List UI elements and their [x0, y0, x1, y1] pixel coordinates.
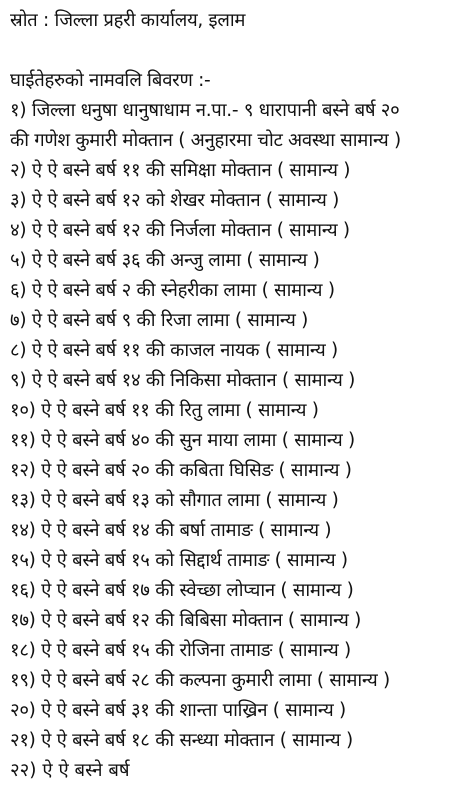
entry-line-1-cont: की गणेश कुमारी मोक्तान ( अनुहारमा चोट अवस्था सामान्य )	[10, 130, 401, 151]
entry-line-14: १४) ऐ ऐ बस्ने बर्ष १४ की बर्षा तामाङ ( सामान्य )	[10, 520, 332, 541]
entry-line-3: ३) ऐ ऐ बस्ने बर्ष १२ को शेखर मोक्तान ( सामान्य )	[10, 190, 340, 211]
document-body	[10, 0, 465, 756]
entry-line-6: ६) ऐ ऐ बस्ने बर्ष २ की स्नेहरीका लामा ( सामान्य )	[10, 280, 335, 301]
list-heading: घाईतेहरुको नामवलि बिवरण :-	[10, 70, 211, 91]
entry-line-16: १६) ऐ ऐ बस्ने बर्ष १७ की स्वेच्छा लोप्चान ( सामान्य )	[10, 580, 354, 601]
blank-line	[10, 36, 465, 66]
entry-line-1: १) जिल्ला धनुषा धानुषाधाम न.पा.- ९ धारापानी बस्ने बर्ष २०	[10, 100, 400, 121]
entry-line-9: ९) ऐ ऐ बस्ने बर्ष १४ की निकिसा मोक्तान ( सामान्य )	[10, 370, 356, 391]
entry-line-2: २) ऐ ऐ बस्ने बर्ष ११ की समिक्षा मोक्तान ( सामान्य )	[10, 160, 351, 181]
entry-line-5: ५) ऐ ऐ बस्ने बर्ष ३६ की अन्जु लामा ( सामान्य )	[10, 250, 320, 271]
entry-line-7: ७) ऐ ऐ बस्ने बर्ष ९ की रिजा लामा ( सामान्य )	[10, 310, 309, 331]
entry-line-10: १०) ऐ ऐ बस्ने बर्ष ११ की रितु लामा ( सामान्य )	[10, 400, 319, 421]
entry-line-8: ८) ऐ ऐ बस्ने बर्ष ११ की काजल नायक ( सामान्य )	[10, 340, 338, 361]
entry-line-18: १८) ऐ ऐ बस्ने बर्ष १५ की रोजिना तामाङ ( सामान्य )	[10, 640, 351, 661]
entry-line-11: ११) ऐ ऐ बस्ने बर्ष ४० की सुन माया लामा ( सामान्य )	[10, 430, 355, 451]
entry-line-22-partial: २२) ऐ ऐ बस्ने बर्ष	[10, 760, 130, 781]
entry-line-12: १२) ऐ ऐ बस्ने बर्ष २० की कबिता घिसिङ ( सामान्य )	[10, 460, 352, 481]
source-line: स्रोत : जिल्ला प्रहरी कार्यालय, इलाम	[10, 10, 246, 31]
entry-line-4: ४) ऐ ऐ बस्ने बर्ष १२ की निर्जला मोक्तान ( सामान्य )	[10, 220, 350, 241]
entry-line-13: १३) ऐ ऐ बस्ने बर्ष १३ को सौगात लामा ( सामान्य )	[10, 490, 339, 511]
entry-line-20: २०) ऐ ऐ बस्ने बर्ष ३१ की शान्ता पाख्रिन ( सामान्य )	[10, 700, 346, 721]
entry-line-19: १९) ऐ ऐ बस्ने बर्ष २८ की कल्पना कुमारी लामा ( सामान्य )	[10, 670, 390, 691]
entry-line-15: १५) ऐ ऐ बस्ने बर्ष १५ को सिद्दार्थ तामाङ ( सामान्य )	[10, 550, 348, 571]
entry-line-17: १७) ऐ ऐ बस्ने बर्ष १२ की बिबिसा मोक्तान ( सामान्य )	[10, 610, 362, 631]
entry-line-21: २१) ऐ ऐ बस्ने बर्ष १८ की सन्ध्या मोक्तान ( सामान्य )	[10, 730, 353, 751]
